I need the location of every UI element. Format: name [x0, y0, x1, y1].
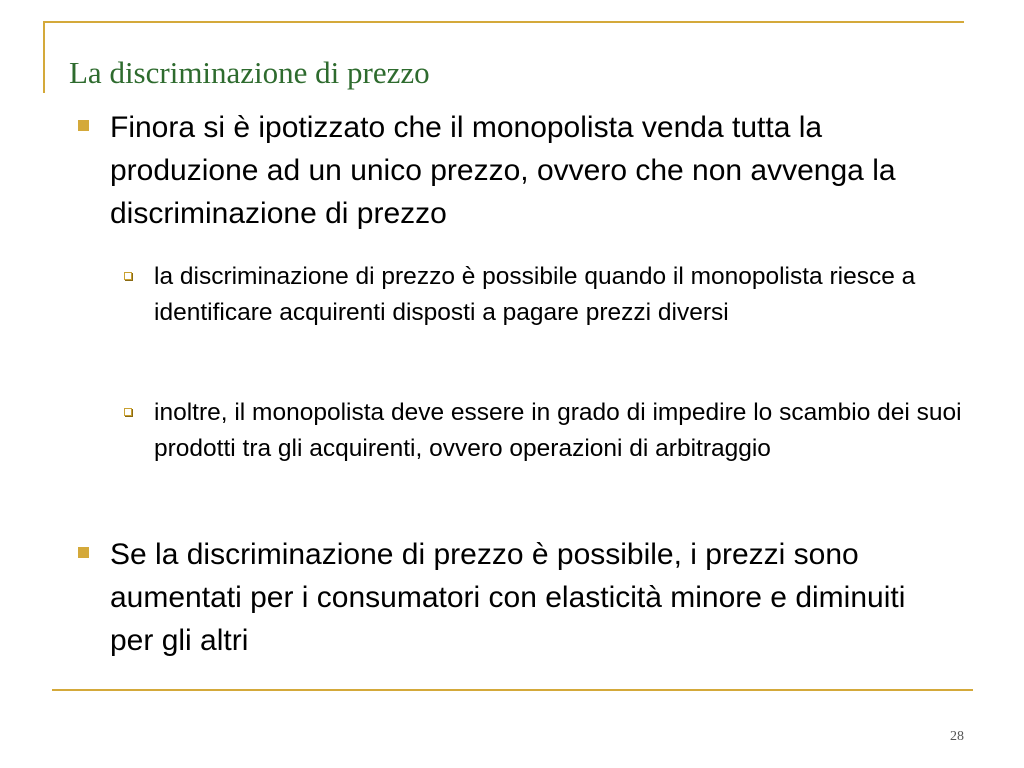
- filled-square-bullet-icon: [78, 120, 89, 131]
- frame-bottom-rule: [52, 689, 973, 691]
- filled-square-bullet-icon: [78, 547, 89, 558]
- frame-left-rule: [43, 21, 45, 93]
- hollow-square-bullet-icon: [124, 408, 132, 416]
- bullet-text: Finora si è ipotizzato che il monopolista venda tutta la produzione ad un unico prezzo, ovvero che non avvenga la discriminazione di prezzo: [110, 111, 896, 230]
- hollow-square-bullet-icon: [124, 272, 132, 280]
- slide-title: La discriminazione di prezzo: [69, 55, 430, 90]
- sub-bullet-text: la discriminazione di prezzo è possibile quando il monopolista riesce a identificare acquirenti disposti a pagare prezzi diversi: [154, 263, 916, 326]
- bullet-text: Se la discriminazione di prezzo è possibile, i prezzi sono aumentati per i consumatori con elasticità minore e diminuiti per gli altri: [110, 538, 906, 657]
- frame-top-rule: [43, 21, 964, 23]
- page-number: 28: [950, 729, 964, 744]
- sub-bullet-text: inoltre, il monopolista deve essere in grado di impedire lo scambio dei suoi prodotti tra gli acquirenti, ovvero operazioni di arbitraggio: [154, 399, 962, 462]
